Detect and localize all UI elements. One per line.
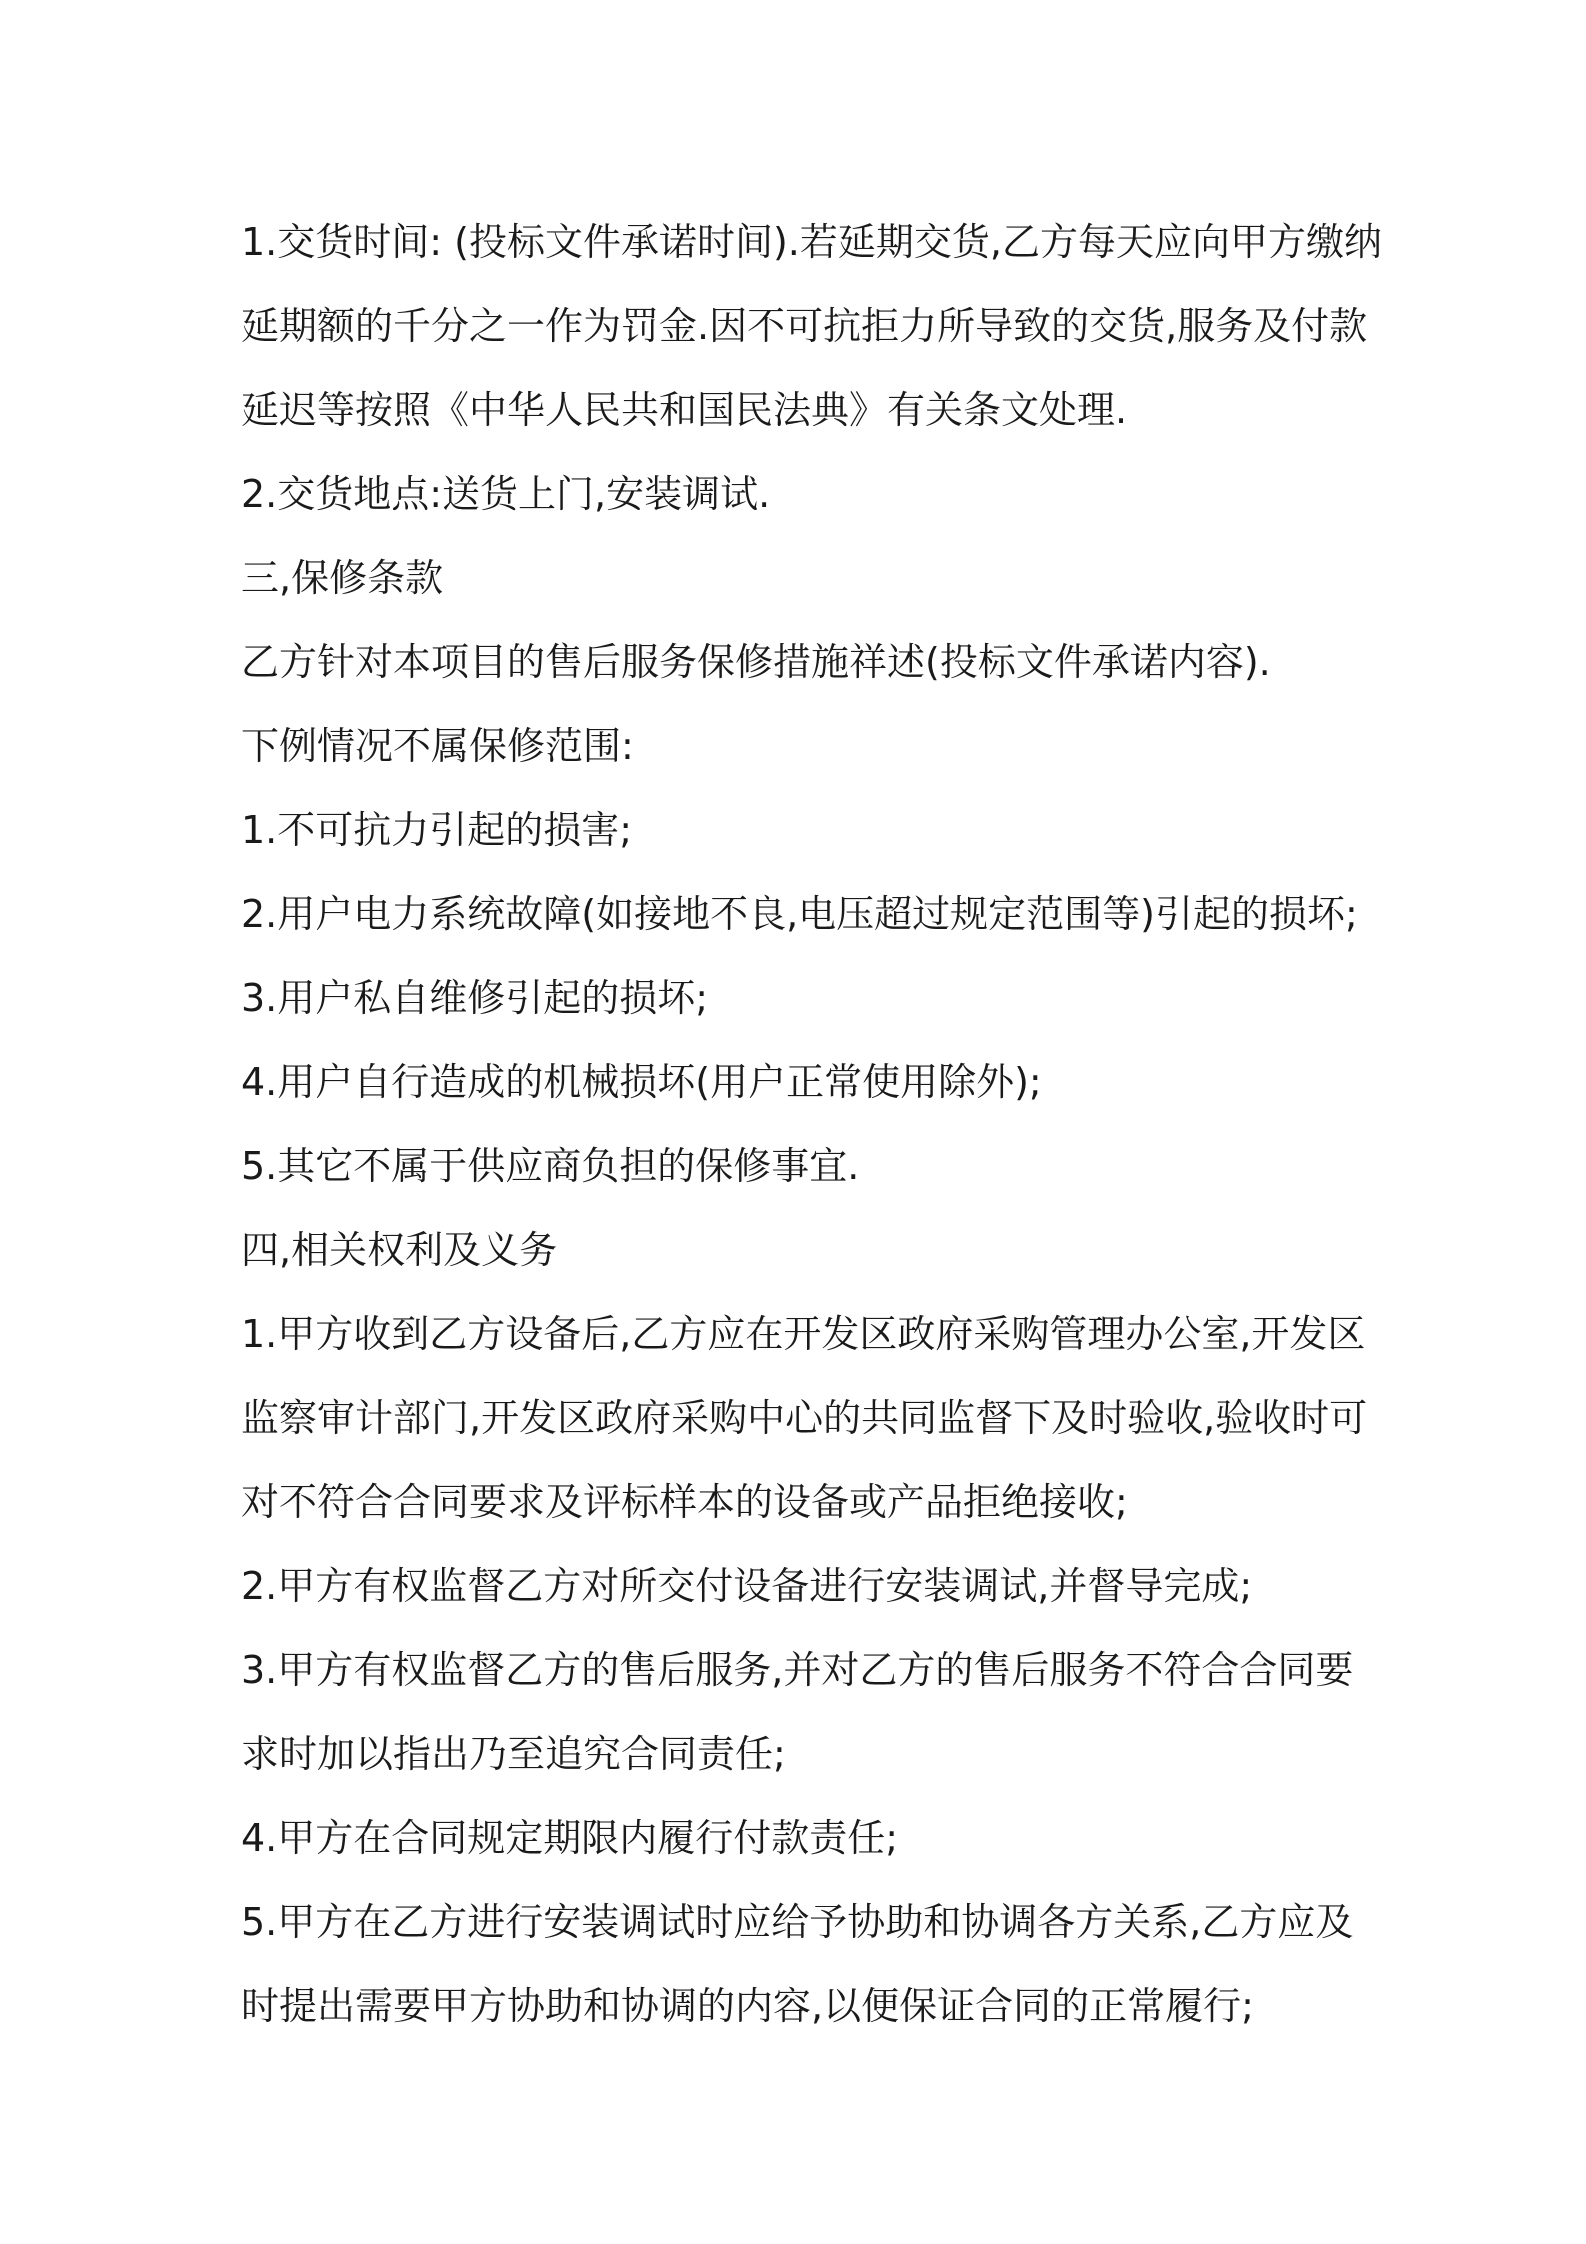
section-heading-rights: 四,相关权利及义务 <box>241 1228 558 1272</box>
list-item-payment: 4.甲方在合同规定期限内履行付款责任; <box>241 1816 899 1860</box>
list-item-after-sales: 3.甲方有权监督乙方的售后服务,并对乙方的售后服务不符合合同要 <box>241 1648 1354 1692</box>
document-body <box>241 200 1382 2048</box>
list-item-force-majeure: 1.不可抗力引起的损害; <box>241 808 633 852</box>
list-item-power-failure: 2.用户电力系统故障(如接地不良,电压超过规定范围等)引起的损坏; <box>241 892 1358 936</box>
text-line-delivery-place: 2.交货地点:送货上门,安装调试. <box>241 472 771 516</box>
section-heading-warranty: 三,保修条款 <box>241 556 444 600</box>
text-line-civil-code: 延迟等按照《中华人民共和国民法典》有关条文处理. <box>241 388 1128 432</box>
list-item-acceptance: 1.甲方收到乙方设备后,乙方应在开发区政府采购管理办公室,开发区 <box>241 1312 1366 1356</box>
text-line-acceptance-cont: 监察审计部门,开发区政府采购中心的共同监督下及时验收,验收时可 <box>241 1396 1368 1440</box>
text-line-coordination-cont: 时提出需要甲方协助和协调的内容,以便保证合同的正常履行; <box>241 1984 1254 2028</box>
text-line-warranty-exclusions: 下例情况不属保修范围: <box>241 724 634 768</box>
list-item-installation: 2.甲方有权监督乙方对所交付设备进行安装调试,并督导完成; <box>241 1564 1253 1608</box>
list-item-other: 5.其它不属于供应商负担的保修事宜. <box>241 1144 860 1188</box>
text-line-penalty: 延期额的千分之一作为罚金.因不可抗拒力所导致的交货,服务及付款 <box>241 304 1368 348</box>
list-item-mechanical-damage: 4.用户自行造成的机械损坏(用户正常使用除外); <box>241 1060 1042 1104</box>
text-line-warranty-measures: 乙方针对本项目的售后服务保修措施祥述(投标文件承诺内容). <box>241 640 1271 684</box>
text-line-delivery-time: 1.交货时间: (投标文件承诺时间).若延期交货,乙方每天应向甲方缴纳 <box>241 220 1382 264</box>
text-line-acceptance-cont-2: 对不符合合同要求及评标样本的设备或产品拒绝接收; <box>241 1480 1128 1524</box>
list-item-private-repair: 3.用户私自维修引起的损坏; <box>241 976 709 1020</box>
list-item-coordination: 5.甲方在乙方进行安装调试时应给予协助和协调各方关系,乙方应及 <box>241 1900 1354 1944</box>
text-line-after-sales-cont: 求时加以指出乃至追究合同责任; <box>241 1732 786 1776</box>
